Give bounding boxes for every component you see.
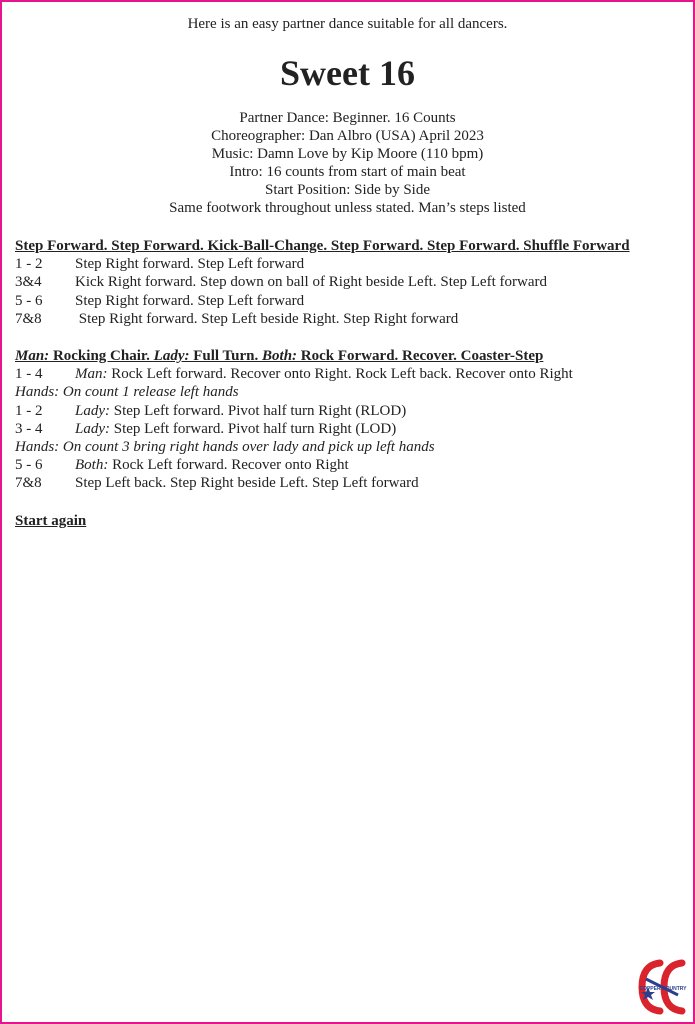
step-text: Step Left forward. Pivot half turn Right (LOD) <box>110 420 397 437</box>
info-level: Partner Dance: Beginner. 16 Counts <box>239 110 456 126</box>
step-text: Kick Right forward. Step down on ball of Right beside Left. Step Left forward <box>75 274 547 291</box>
dance-info <box>2 109 693 217</box>
heading-both-label: Both: <box>262 348 298 364</box>
copper-country-logo <box>638 957 688 1017</box>
step-count: 5 - 6 <box>15 292 43 309</box>
step-row <box>15 474 685 492</box>
step-row <box>15 402 685 420</box>
info-intro: Intro: 16 counts from start of main beat <box>229 164 466 180</box>
step-row <box>15 273 685 291</box>
section-1 <box>15 237 685 328</box>
heading-man-text: Rocking Chair. <box>49 348 154 364</box>
step-row <box>15 310 685 328</box>
step-lead: Man: <box>75 366 108 383</box>
step-row <box>15 456 685 474</box>
step-count: 1 - 2 <box>15 402 43 419</box>
heading-man-label: Man: <box>15 348 50 364</box>
info-footwork-note: Same footwork throughout unless stated. Man’s steps listed <box>169 200 526 216</box>
step-lead: Lady: <box>75 402 110 419</box>
step-text: Step Right forward. Step Left beside Right. Step Right forward <box>75 310 459 327</box>
step-count: 3 - 4 <box>15 420 43 437</box>
heading-lady-text: Full Turn. <box>189 348 263 364</box>
step-text: Rock Left forward. Recover onto Right <box>108 457 349 474</box>
start-again: Start again <box>15 513 87 529</box>
hands-note: Hands: On count 3 bring right hands over lady and pick up left hands <box>15 439 435 456</box>
step-lead: Both: <box>75 457 109 474</box>
step-text: Step Left back. Step Right beside Left. Step Left forward <box>75 475 419 492</box>
step-count: 1 - 4 <box>15 366 43 383</box>
step-row <box>15 255 685 273</box>
heading-both-text: Rock Forward. Recover. Coaster-Step <box>297 348 544 364</box>
intro-text: Here is an easy partner dance suitable for all dancers. <box>187 16 508 32</box>
info-choreographer: Choreographer: Dan Albro (USA) April 2023 <box>211 128 484 144</box>
logo-caption: COPPER COUNTRY <box>639 986 687 992</box>
step-lead: Lady: <box>75 420 110 437</box>
step-text: Step Right forward. Step Left forward <box>75 256 305 273</box>
step-text: Step Left forward. Pivot half turn Right (RLOD) <box>110 402 407 419</box>
step-count: 3&4 <box>15 274 42 291</box>
step-row <box>15 420 685 438</box>
step-row <box>15 365 685 383</box>
info-music: Music: Damn Love by Kip Moore (110 bpm) <box>211 146 484 162</box>
step-count: 7&8 <box>15 310 42 327</box>
step-count: 1 - 2 <box>15 256 43 273</box>
heading-lady-label: Lady: <box>153 348 190 364</box>
info-start-position: Start Position: Side by Side <box>264 182 430 198</box>
section-2-heading <box>15 347 685 365</box>
step-count: 7&8 <box>15 475 42 492</box>
section-2 <box>15 347 685 493</box>
dance-title: Sweet 16 <box>280 53 415 93</box>
step-text: Step Right forward. Step Left forward <box>75 292 305 309</box>
step-row <box>15 292 685 310</box>
step-count: 5 - 6 <box>15 457 43 474</box>
section-1-heading: Step Forward. Step Forward. Kick-Ball-Change. Step Forward. Step Forward. Shuffle Forward <box>15 238 630 254</box>
hands-note: Hands: On count 1 release left hands <box>15 384 239 401</box>
step-text: Rock Left forward. Recover onto Right. Rock Left back. Recover onto Right <box>107 366 573 383</box>
